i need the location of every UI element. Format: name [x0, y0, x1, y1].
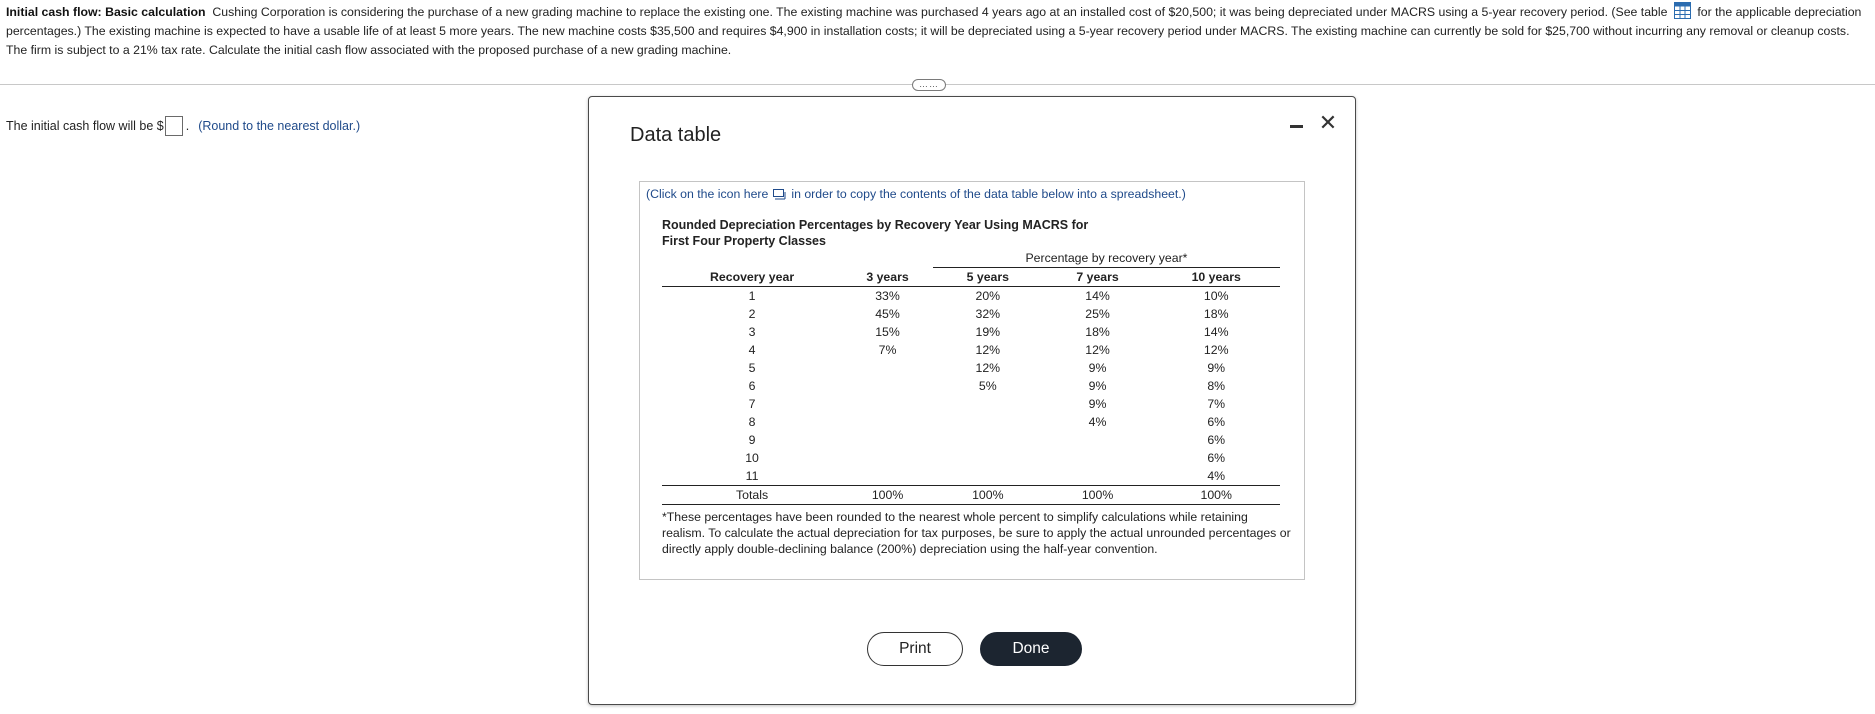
table-footnote: *These percentages have been rounded to the nearest whole percent to simplify calculations while retaining realism. To calculate the actual depreciation for tax purposes, be sure to apply the actual unrounded percentages or directly apply double-declining balance (200%) depreciation using the half-year convention. [662, 510, 1291, 556]
problem-statement [6, 2, 1866, 60]
column-header: 7 years [1043, 268, 1153, 287]
table-row [662, 305, 1280, 323]
column-header-row [662, 268, 1280, 287]
macrs-table [662, 249, 1280, 505]
percentage-cell: 12% [1203, 343, 1229, 357]
table-row [662, 413, 1280, 431]
table-row [662, 431, 1280, 449]
percentage-cell: 9% [1088, 379, 1107, 393]
recovery-year-cell: 3 [748, 325, 756, 339]
percentage-cell [933, 449, 1043, 467]
percentage-cell: 25% [1085, 307, 1110, 321]
percentage-cell: 6% [1207, 433, 1226, 447]
percentage-cell: 14% [1203, 325, 1229, 339]
macrs-table-wrapper [662, 249, 1280, 505]
percentage-cell [1043, 467, 1153, 486]
percentage-cell: 12% [975, 343, 1001, 357]
percentage-cell [933, 395, 1043, 413]
percentage-cell: 18% [1085, 325, 1110, 339]
table-body [662, 287, 1280, 486]
recovery-year-cell: 7 [748, 397, 756, 411]
done-button[interactable]: Done [980, 632, 1082, 666]
expand-toggle-button[interactable]: …… [912, 79, 946, 91]
table-row [662, 287, 1280, 306]
recovery-year-cell: 2 [748, 307, 756, 321]
table-grid-icon[interactable] [1674, 2, 1691, 19]
totals-cell: 100% [933, 486, 1043, 505]
percentage-cell [842, 413, 933, 431]
percentage-cell: 45% [875, 307, 900, 321]
percentage-cell: 7% [1207, 397, 1226, 411]
answer-prefix: The initial cash flow will be $ [6, 119, 164, 133]
table-title [662, 217, 1122, 249]
column-header: 5 years [933, 268, 1043, 287]
percentage-cell: 15% [875, 325, 900, 339]
table-row [662, 395, 1280, 413]
percentage-cell: 9% [1088, 397, 1107, 411]
copy-text-prefix: (Click on the icon here [646, 187, 769, 201]
percentage-cell: 9% [1207, 361, 1226, 375]
group-header: Percentage by recovery year* [933, 249, 1280, 268]
percentage-cell: 12% [1085, 343, 1110, 357]
percentage-cell [933, 431, 1043, 449]
percentage-cell: 10% [1203, 289, 1229, 303]
recovery-year-cell: 8 [748, 415, 756, 429]
percentage-cell [933, 467, 1043, 486]
totals-cell: 100% [1152, 486, 1280, 505]
percentage-cell: 5% [978, 379, 997, 393]
rounding-hint: (Round to the nearest dollar.) [198, 119, 361, 133]
percentage-cell [842, 467, 933, 486]
recovery-year-cell: 1 [748, 289, 756, 303]
percentage-cell: 20% [975, 289, 1001, 303]
data-table-panel [639, 181, 1305, 580]
copy-instructions [646, 187, 1186, 201]
problem-text-part2: for the applicable depreciation percentages.) The existing machine is expected to have a usable life of at least 5 more years. The new machine costs $35,500 and requires $4,900 in installation costs; it will be depreciated using a 5-year recovery period under MACRS. The existing machine can currently be sold for $25,700 without incurring any removal or cleanup costs. The firm is subject to a 21% tax rate. Calculate the initial cash flow associated with the proposed purchase of a new grading machine. [6, 5, 1862, 57]
percentage-cell [933, 413, 1043, 431]
group-header-spacer [842, 249, 933, 268]
recovery-year-cell: 4 [748, 343, 756, 357]
totals-row [662, 486, 1280, 505]
percentage-cell [1043, 431, 1153, 449]
recovery-year-cell: 6 [748, 379, 756, 393]
table-row [662, 341, 1280, 359]
recovery-year-cell: 11 [745, 469, 759, 483]
column-header: 10 years [1152, 268, 1280, 287]
percentage-cell [842, 359, 933, 377]
percentage-cell: 6% [1207, 415, 1226, 429]
table-row [662, 377, 1280, 395]
answer-input[interactable] [165, 116, 183, 136]
table-row [662, 359, 1280, 377]
totals-cell: 100% [842, 486, 933, 505]
column-header: 3 years [842, 268, 933, 287]
table-row [662, 323, 1280, 341]
table-row [662, 449, 1280, 467]
problem-title: Initial cash flow: Basic calculation [6, 5, 206, 19]
recovery-year-cell: 5 [748, 361, 756, 375]
totals-cell: 100% [1043, 486, 1153, 505]
percentage-cell: 7% [878, 343, 897, 357]
recovery-year-cell: 9 [748, 433, 756, 447]
answer-suffix: . [185, 119, 190, 133]
print-button[interactable]: Print [867, 632, 963, 666]
column-header: Recovery year [662, 268, 842, 287]
percentage-cell: 19% [975, 325, 1001, 339]
percentage-cell: 18% [1203, 307, 1229, 321]
percentage-cell [842, 377, 933, 395]
table-title-line1: Rounded Depreciation Percentages by Recovery Year Using MACRS for [662, 218, 1089, 232]
percentage-cell: 4% [1207, 469, 1226, 483]
percentage-cell [842, 395, 933, 413]
dialog-title: Data table [630, 124, 722, 146]
totals-label: Totals [662, 486, 842, 505]
recovery-year-cell: 10 [745, 451, 759, 465]
percentage-cell: 4% [1088, 415, 1107, 429]
percentage-cell: 9% [1088, 361, 1107, 375]
data-table-dialog [588, 96, 1356, 705]
percentage-cell: 32% [975, 307, 1001, 321]
percentage-cell [842, 431, 933, 449]
answer-line [6, 116, 360, 136]
percentage-cell: 14% [1085, 289, 1110, 303]
percentage-cell [1043, 449, 1153, 467]
minimize-icon[interactable] [1290, 119, 1303, 133]
copy-text-suffix: in order to copy the contents of the data table below into a spreadsheet.) [791, 187, 1186, 201]
copy-to-spreadsheet-icon[interactable] [773, 189, 786, 200]
problem-text-part1: Cushing Corporation is considering the purchase of a new grading machine to replace the existing one. The existing machine was purchased 4 years ago at an installed cost of $20,500; it was being depreciated under MACRS using a 5-year recovery period. (See table [212, 5, 1668, 19]
percentage-cell: 6% [1207, 451, 1226, 465]
close-icon[interactable]: ✕ [1318, 110, 1338, 135]
percentage-cell: 8% [1207, 379, 1226, 393]
table-row [662, 467, 1280, 486]
percentage-cell: 33% [875, 289, 900, 303]
percentage-cell: 12% [975, 361, 1001, 375]
percentage-cell [842, 449, 933, 467]
table-title-line2: First Four Property Classes [662, 234, 826, 248]
group-header-spacer [662, 249, 842, 268]
